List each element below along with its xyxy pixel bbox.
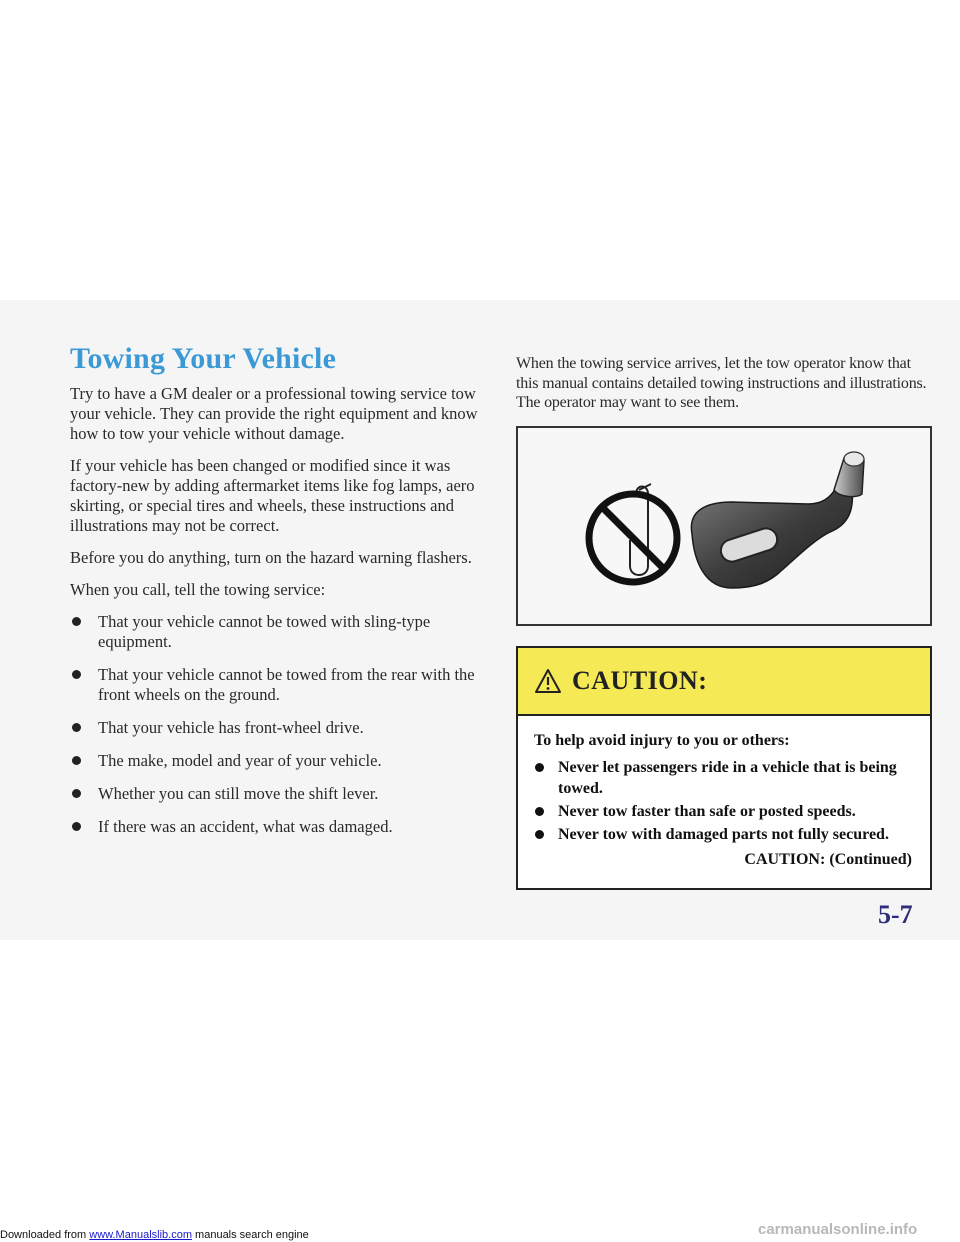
caution-box bbox=[516, 646, 932, 890]
watermark: carmanualsonline.info bbox=[758, 1221, 918, 1238]
list-item: Whether you can still move the shift lever. bbox=[70, 784, 490, 804]
footer-suffix: manuals search engine bbox=[195, 1229, 309, 1241]
paragraph-tow-operator: When the towing service arrives, let the tow operator know that this manual contains detailed towing instructions and illustrations. The operator may want to see them. bbox=[516, 355, 927, 411]
right-column bbox=[516, 354, 931, 413]
caution-continued: CAUTION: (Continued) bbox=[744, 851, 912, 868]
list-item: That your vehicle has front-wheel drive. bbox=[70, 718, 490, 738]
list-item: The make, model and year of your vehicle. bbox=[70, 751, 490, 771]
paragraph-towing-service: Try to have a GM dealer or a professional towing service tow your vehicle. They can provide the right equipment and know how to tow your vehicle without damage. bbox=[70, 384, 478, 443]
list-item: That your vehicle cannot be towed with sling-type equipment. bbox=[70, 612, 490, 652]
footer-prefix: Downloaded from bbox=[0, 1229, 87, 1241]
page-title: Towing Your Vehicle bbox=[70, 342, 337, 375]
caution-title: CAUTION: bbox=[572, 666, 708, 695]
caution-header bbox=[518, 648, 930, 716]
no-hook-prohibition-icon bbox=[589, 484, 677, 582]
list-item: If there was an accident, what was damaged. bbox=[70, 817, 490, 837]
towing-info-list bbox=[70, 612, 490, 837]
paragraph-modifications: If your vehicle has been changed or modified since it was factory-new by adding aftermarket items like fog lamps, aero skirting, or special tires and wheels, these instructions and illustrations may not be correct. bbox=[70, 456, 475, 535]
list-item: That your vehicle cannot be towed from the rear with the front wheels on the ground. bbox=[70, 665, 490, 705]
illustration-graphic bbox=[518, 428, 930, 624]
caution-intro: To help avoid injury to you or others: bbox=[534, 732, 790, 749]
paragraph-hazard-flashers: Before you do anything, turn on the hazard warning flashers. bbox=[70, 548, 472, 567]
left-column bbox=[70, 384, 490, 850]
download-footer bbox=[0, 1228, 309, 1242]
page-number: 5-7 bbox=[878, 900, 913, 929]
paragraph-when-you-call: When you call, tell the towing service: bbox=[70, 580, 326, 599]
towing-illustration bbox=[516, 426, 932, 626]
manualslib-link[interactable]: www.Manualslib.com bbox=[89, 1229, 192, 1241]
warning-triangle-icon bbox=[534, 668, 562, 694]
list-item: Never tow faster than safe or posted speeds. bbox=[534, 801, 914, 822]
list-item: Never tow with damaged parts not fully secured. bbox=[534, 824, 914, 845]
tow-hook-icon bbox=[691, 452, 864, 588]
caution-list bbox=[534, 757, 914, 845]
caution-body bbox=[518, 716, 930, 870]
list-item: Never let passengers ride in a vehicle that is being towed. bbox=[534, 757, 914, 799]
